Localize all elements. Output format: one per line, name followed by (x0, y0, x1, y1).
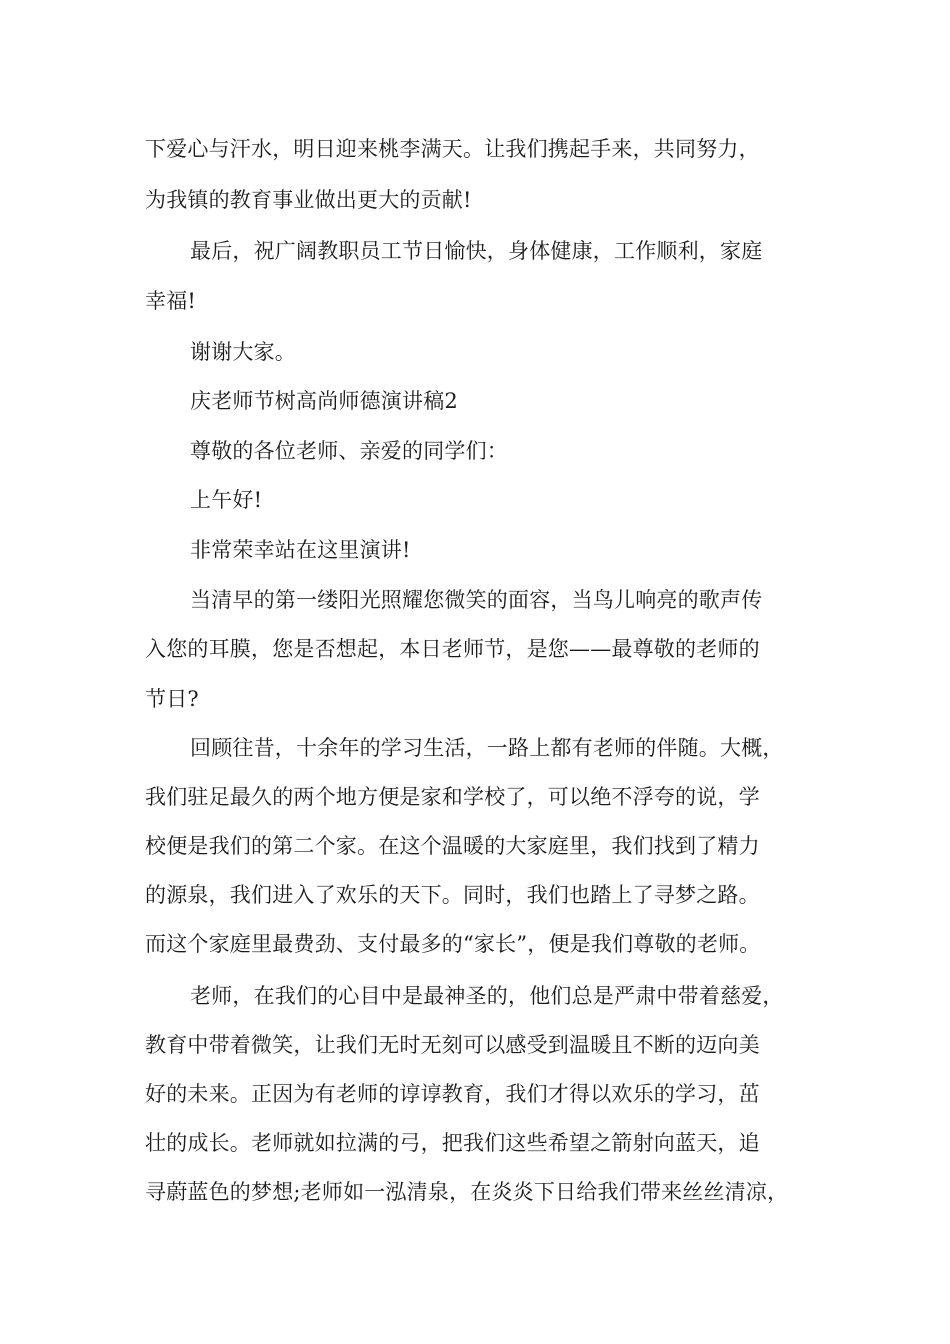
text-line: 我们驻足最久的两个地方便是家和学校了，可以绝不浮夸的说，学 (145, 785, 760, 809)
text-line: 校便是我们的第二个家。在这个温暖的大家庭里，我们找到了精力 (145, 834, 760, 858)
text-line: 谢谢大家。 (190, 340, 296, 364)
text-line: 节日? (145, 687, 199, 711)
text-line: 下爱心与汗水，明日迎来桃李满天。让我们携起手来，共同努力， (145, 137, 760, 161)
text-line: 入您的耳膜，您是否想起，本日老师节，是您——最尊敬的老师的 (145, 637, 760, 661)
text-line: 寻蔚蓝色的梦想;老师如一泓清泉，在炎炎下日给我们带来丝丝清凉， (145, 1180, 789, 1204)
text-line: 好的未来。正因为有老师的谆谆教育，我们才得以欢乐的学习，茁 (145, 1082, 760, 1106)
text-line: 最后，祝广阔教职员工节日愉快，身体健康，工作顺利，家庭 (190, 239, 763, 263)
text-line: 当清早的第一缕阳光照耀您微笑的面容，当鸟儿响亮的歌声传 (190, 588, 763, 612)
text-line: 壮的成长。老师就如拉满的弓，把我们这些希望之箭射向蓝天，追 (145, 1131, 760, 1155)
text-line: 上午好! (190, 488, 263, 512)
text-line: 老师，在我们的心目中是最神圣的，他们总是严肃中带着慈爱， (190, 984, 784, 1008)
text-line: 的源泉，我们进入了欢乐的天下。同时，我们也踏上了寻梦之路。 (145, 883, 760, 907)
text-line: 教育中带着微笑，让我们无时无刻可以感受到温暖且不断的迈向美 (145, 1033, 760, 1057)
text-line: 非常荣幸站在这里演讲! (190, 538, 411, 562)
section-heading: 庆老师节树高尚师德演讲稿2 (190, 389, 458, 413)
text-line: 尊敬的各位老师、亲爱的同学们： (190, 439, 508, 463)
text-line: 而这个家庭里最费劲、支付最多的“家长”，便是我们尊敬的老师。 (145, 932, 761, 956)
text-line: 为我镇的教育事业做出更大的贡献! (145, 188, 472, 212)
text-line: 回顾往昔，十余年的学习生活，一路上都有老师的伴随。大概， (190, 736, 784, 760)
text-line: 幸福! (145, 289, 197, 313)
